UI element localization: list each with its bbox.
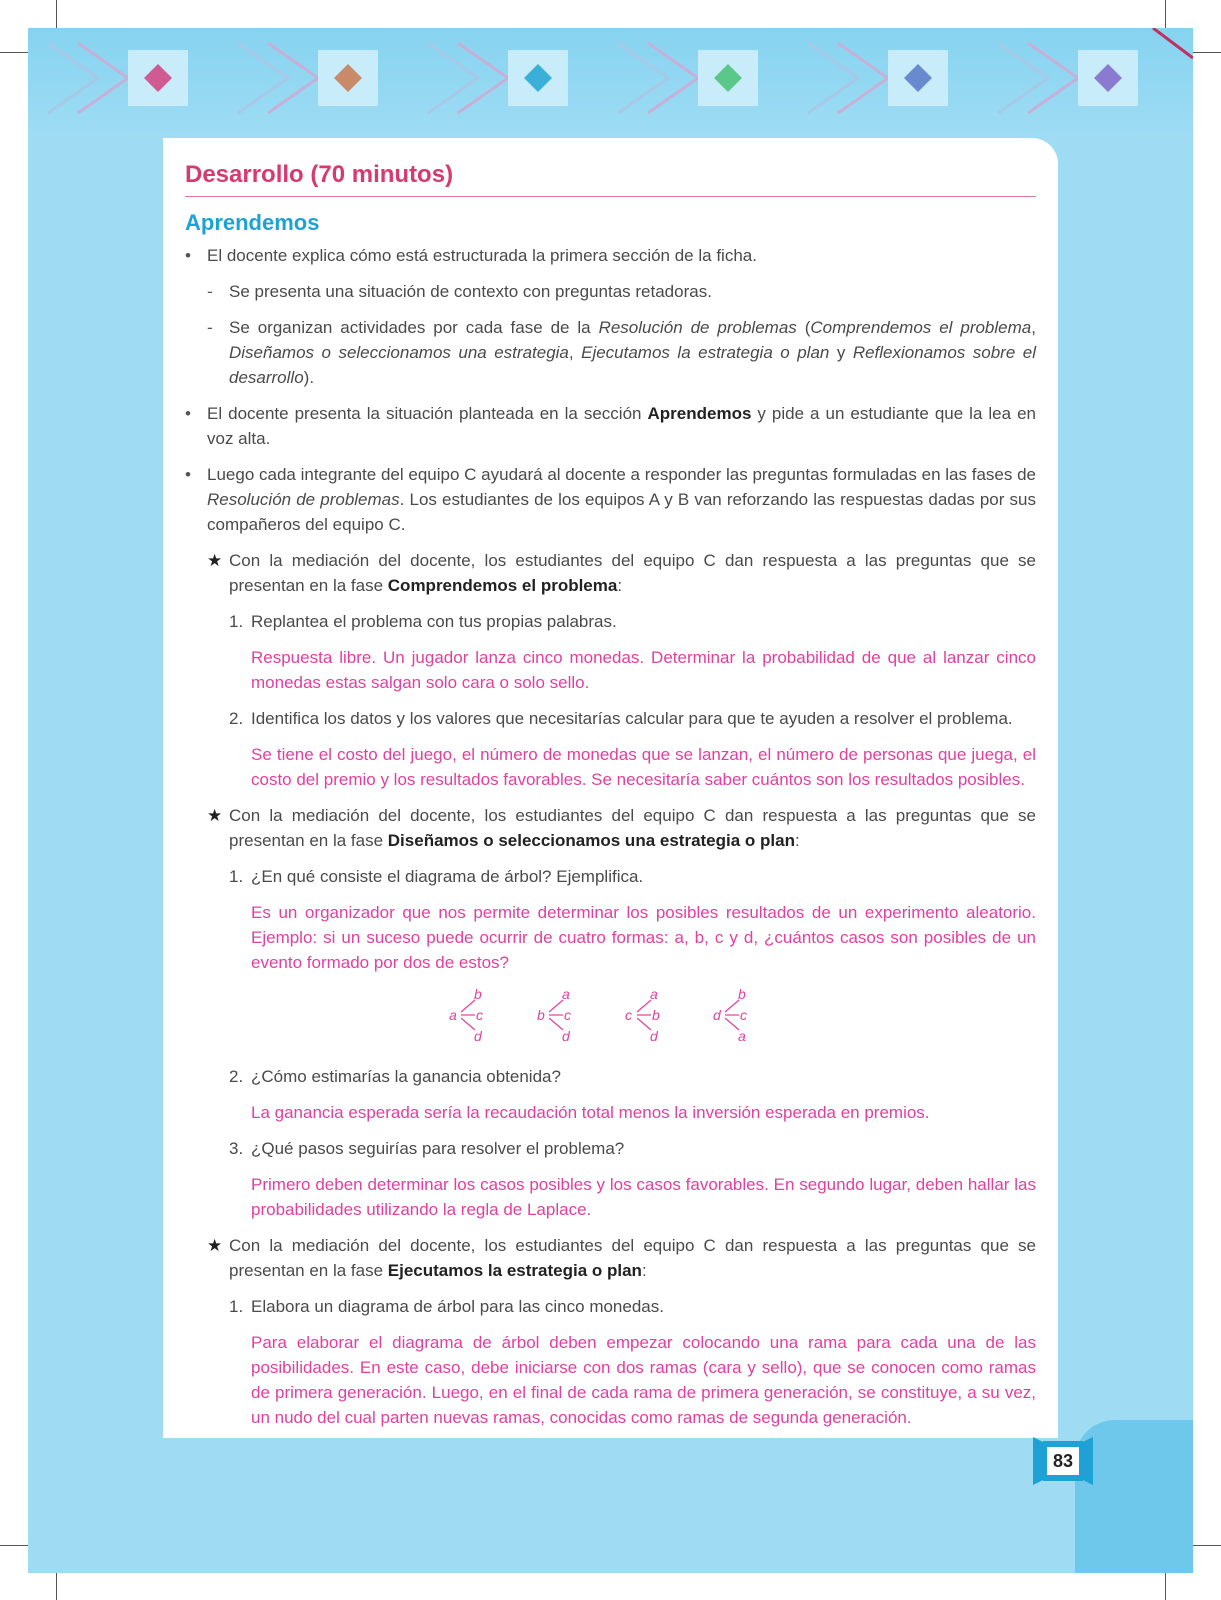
text: y: [829, 343, 853, 362]
tree-branch: b: [652, 1007, 660, 1023]
text: Se organizan actividades por cada fase de la: [229, 318, 599, 337]
star-icon: ★: [207, 806, 223, 825]
question: [185, 706, 1036, 731]
text: (: [796, 318, 811, 337]
italic-text: Reflexionamos sobre el desarrollo: [229, 343, 1036, 387]
question-number: 2.: [229, 1067, 244, 1086]
content: [185, 160, 1036, 1441]
text: ,: [1031, 318, 1036, 337]
italic-text: Diseñamos o seleccionamos una estrategia: [229, 343, 569, 362]
tree-branch: b: [738, 986, 746, 1002]
star-icon: ★: [207, 1236, 223, 1255]
content-card: [163, 138, 1058, 1438]
question-text: Replantea el problema con tus propias palabras.: [251, 612, 617, 631]
bullet-team-c: [185, 462, 1036, 537]
tree-diagram: [449, 986, 499, 1052]
tree-branch: c: [740, 1007, 747, 1023]
bullet-situation: [185, 401, 1036, 451]
tree-diagram: [713, 986, 763, 1052]
tree-diagrams: [185, 986, 1036, 1056]
text: . Los estudiantes de los equipos A y B van reforzando las respuestas dadas por sus compañeros del equipo C.: [207, 490, 1036, 534]
star-phase-3: [185, 1233, 1036, 1283]
tree-branch: d: [650, 1028, 658, 1044]
text: Con la mediación del docente, los estudiantes del equipo C dan respuesta a las preguntas que se presentan en la fase: [229, 1236, 1036, 1280]
tree-branch: a: [650, 986, 658, 1002]
star-phase-1: [185, 548, 1036, 598]
page-number-badge: [1033, 1437, 1093, 1485]
bold-text: Diseñamos o seleccionamos una estrategia o plan: [387, 831, 795, 850]
text: Con la mediación del docente, los estudiantes del equipo C dan respuesta a las preguntas que se presentan en la fase: [229, 551, 1036, 595]
question-text: ¿En qué consiste el diagrama de árbol? Ejemplifica.: [251, 867, 644, 886]
question: [185, 1064, 1036, 1089]
star-icon: ★: [207, 551, 223, 570]
question-number: 1.: [229, 612, 244, 631]
answer: Se tiene el costo del juego, el número de monedas que se lanzan, el número de personas que juega, el costo del premio y los resultados favorables. Se necesitaría saber cuántos son los resultados posibles.: [251, 745, 1036, 789]
question-number: 2.: [229, 709, 244, 728]
text: :: [617, 576, 623, 595]
text: :: [641, 1261, 647, 1280]
tree-root: a: [449, 1007, 457, 1023]
decorative-band: [28, 28, 1193, 138]
text: y pide a un estudiante que la lea en voz alta.: [207, 404, 1036, 448]
dash-context: [185, 279, 1036, 304]
italic-text: Comprendemos el problema: [810, 318, 1032, 337]
text: :: [794, 831, 800, 850]
question: [185, 609, 1036, 634]
answer: Primero deben determinar los casos posibles y los casos favorables. En segundo lugar, deben hallar las probabilidades utilizando la regla de Laplace.: [251, 1175, 1036, 1219]
tree-root: b: [537, 1007, 545, 1023]
section-heading: Desarrollo (70 minutos): [185, 160, 1036, 197]
answer: Respuesta libre. Un jugador lanza cinco monedas. Determinar la probabilidad de que al lanzar cinco monedas estas salgan solo cara o solo sello.: [251, 648, 1036, 692]
bold-text: Aprendemos: [647, 404, 752, 423]
bullet-structure: [185, 243, 1036, 268]
question: [185, 1136, 1036, 1161]
section-subheading: Aprendemos: [185, 210, 320, 235]
question-text: ¿Cómo estimarías la ganancia obtenida?: [251, 1067, 561, 1086]
dash-phases: [185, 315, 1036, 390]
tree-branch: d: [474, 1028, 482, 1044]
tree-branch: a: [562, 986, 570, 1002]
dash-text: Se presenta una situación de contexto con preguntas retadoras.: [229, 282, 712, 301]
italic-text: Resolución de problemas: [598, 318, 797, 337]
text: El docente presenta la situación planteada en la sección: [207, 404, 648, 423]
star-phase-2: [185, 803, 1036, 853]
tree-diagram: [625, 986, 675, 1052]
question-text: ¿Qué pasos seguirías para resolver el problema?: [251, 1139, 625, 1158]
question-number: 3.: [229, 1139, 244, 1158]
text: Con la mediación del docente, los estudiantes del equipo C dan respuesta a las preguntas que se presentan en la fase: [229, 806, 1036, 850]
question: [185, 864, 1036, 889]
tree-root: d: [713, 1007, 721, 1023]
tree-branch: b: [474, 986, 482, 1002]
tree-branch: c: [564, 1007, 571, 1023]
tree-branch: a: [738, 1028, 746, 1044]
text: ).: [303, 368, 315, 387]
page-number: 83: [1047, 1447, 1079, 1475]
text: ,: [568, 343, 582, 362]
italic-text: Resolución de problemas: [207, 490, 400, 509]
question-number: 1.: [229, 867, 244, 886]
question-text: Identifica los datos y los valores que necesitarías calcular para que te ayuden a resolver el problema.: [251, 709, 1013, 728]
answer: La ganancia esperada sería la recaudación total menos la inversión esperada en premios.: [251, 1103, 930, 1122]
text: Luego cada integrante del equipo C ayudará al docente a responder las preguntas formuladas en las fases de: [207, 465, 1036, 484]
tree-branch: c: [476, 1007, 483, 1023]
bullet-text: El docente explica cómo está estructurada la primera sección de la ficha.: [207, 246, 757, 265]
answer: Para elaborar el diagrama de árbol deben empezar colocando una rama para cada una de las posibilidades. En este caso, debe iniciarse con dos ramas (cara y sello), que se conocen como ramas de primera generación. Luego, en el final de cada rama de primera generación, se constituye, a su vez, un nudo del cual parten nuevas ramas, conocidas como ramas de segunda generación.: [251, 1333, 1036, 1427]
answer: Es un organizador que nos permite determinar los posibles resultados de un experimento aleatorio. Ejemplo: si un suceso puede ocurrir de cuatro formas: a, b, c y d, ¿cuántos casos son posibles de un evento formado por dos de estos?: [251, 903, 1036, 972]
tree-branch: d: [562, 1028, 570, 1044]
italic-text: Ejecutamos la estrategia o plan: [581, 343, 830, 362]
tree-root: c: [625, 1007, 632, 1023]
question-number: 1.: [229, 1297, 244, 1316]
tree-diagram: [537, 986, 587, 1052]
question-text: Elabora un diagrama de árbol para las cinco monedas.: [251, 1297, 664, 1316]
question: [185, 1294, 1036, 1319]
bold-text: Ejecutamos la estrategia o plan: [387, 1261, 642, 1280]
bold-text: Comprendemos el problema: [387, 576, 618, 595]
